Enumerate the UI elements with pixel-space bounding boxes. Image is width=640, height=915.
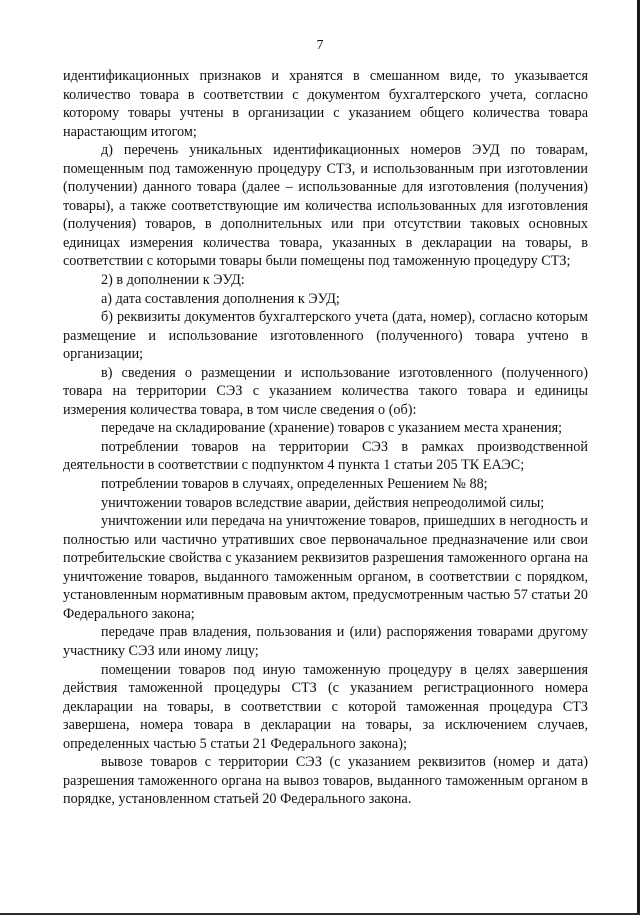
body-paragraph: потреблении товаров на территории СЭЗ в рамках производственной деятельности в соответствии с подпунктом 4 пункта 1 статьи 205 ТК ЕАЭС;: [63, 438, 588, 474]
body-paragraph: б) реквизиты документов бухгалтерского учета (дата, номер), согласно которым размещение и использование изготовленного (полученного) товара учтено в организации;: [63, 309, 588, 363]
body-paragraph: передаче прав владения, пользования и (или) распоряжения товарами другому участнику СЭЗ или иному лицу;: [63, 624, 588, 659]
body-paragraph: д) перечень уникальных идентификационных номеров ЭУД по товарам, помещенным под таможенную процедуру СТЗ, и использованным при изготовлении (получении) данного товара (далее – использованные для изготовления (получения) товары), а также соответствующие им количества использованных для изготовления (получения) товаров, в дополнительных или при отсутствии таковых основных единицах измерения количества товара, указанных в декларации на товары, в соответствии с которыми товары были помещены под таможенную процедуру СТЗ;: [63, 142, 588, 270]
body-paragraph: передаче на складирование (хранение) товаров с указанием места хранения;: [101, 420, 563, 437]
page-number: 7: [316, 38, 324, 53]
body-paragraph: а) дата составления дополнения к ЭУД;: [101, 290, 340, 307]
body-paragraph: потреблении товаров в случаях, определенных Решением № 88;: [101, 476, 488, 493]
body-paragraph: вывозе товаров с территории СЭЗ (с указанием реквизитов (номер и дата) разрешения таможенного органа на вывоз товаров, выданного таможенным органом в порядке, установленном статьей 20 Федерального закона.: [63, 754, 588, 808]
body-paragraph: помещении товаров под иную таможенную процедуру в целях завершения действия таможенной процедуры СТЗ (с указанием регистрационного номера декларации на товары, в соответствии с которой таможенная процедура СТЗ завершена, номера товара в декларации на товары, за исключением случаев, определенных частью 5 статьи 21 Федерального закона);: [63, 661, 588, 752]
body-paragraph: идентификационных признаков и хранятся в смешанном виде, то указывается количество товара в соответствии с документом бухгалтерского учета, согласно которому товары учтены в организации с указанием общего количества товара нарастающим итогом;: [63, 68, 588, 140]
body-paragraph: в) сведения о размещении и использование изготовленного (полученного) товара на территории СЭЗ с указанием количества такого товара и единицы измерения количества товара, в том числе сведения о (об):: [63, 364, 588, 418]
body-paragraph: уничтожении или передача на уничтожение товаров, пришедших в негодность и полностью или частично утративших свое первоначальное предназначение или свои потребительские свойства с указанием реквизитов разрешения таможенного органа на уничтожение товаров, выданного таможенным органом, в соответствии с порядком, установленным нормативным правовым актом, предусмотренным частью 57 статьи 20 Федерального закона;: [63, 513, 588, 622]
document-body: [63, 67, 588, 809]
body-paragraph: 2) в дополнении к ЭУД:: [101, 272, 245, 289]
body-paragraph: уничтожении товаров вследствие аварии, действия непреодолимой силы;: [101, 494, 545, 511]
